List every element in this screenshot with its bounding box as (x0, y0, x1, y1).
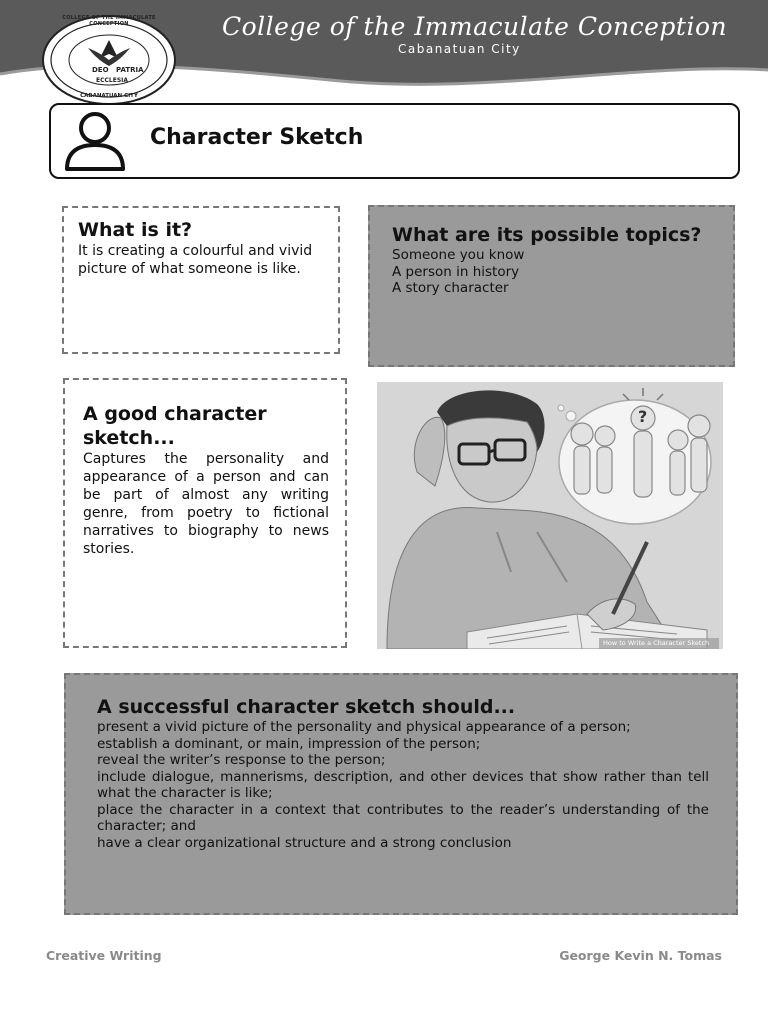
successful-sketch-card (64, 673, 738, 915)
thinking-writer-illustration-icon (377, 382, 723, 649)
page-title: Character Sketch (150, 125, 364, 150)
successful-item: place the character in a context that contributes to the reader’s understanding of the character; and (97, 801, 709, 834)
topics-heading: What are its possible topics? (392, 224, 702, 246)
topic-item: A person in history (392, 263, 520, 280)
successful-item: include dialogue, mannerisms, description, and other devices that show rather than tell what the character is like; (97, 768, 709, 801)
illustration (377, 382, 723, 649)
successful-item: present a vivid picture of the personality and physical appearance of a person; (97, 719, 631, 735)
what-is-it-card (62, 206, 340, 354)
topic-item: Someone you know (392, 247, 525, 263)
illustration-watermark: How to Write a Character Sketch (603, 639, 710, 647)
college-city: Cabanatuan City (398, 42, 521, 56)
successful-item: have a clear organizational structure and a strong conclusion (97, 834, 512, 851)
person-icon (63, 111, 127, 171)
college-name: College of the Immaculate Conception (222, 12, 728, 41)
good-sketch-card (63, 378, 347, 648)
successful-item: reveal the writer’s response to the person; (97, 752, 386, 768)
seal-bottom-text: CABANATUAN CITY (80, 93, 138, 99)
seal-left-word: DEO (92, 66, 109, 74)
seal-ring-text: COLLEGE OF THE IMMACULATE CONCEPTION (62, 15, 156, 27)
svg-text:?: ? (638, 407, 648, 426)
seal-right-word: PATRIA (116, 66, 144, 74)
what-is-it-body: It is creating a colourful and vivid picture of what someone is like. (78, 243, 313, 277)
topics-card (368, 205, 735, 367)
footer-author: George Kevin N. Tomas (559, 948, 722, 963)
what-is-it-heading: What is it? (78, 219, 193, 241)
college-seal (40, 14, 178, 106)
footer-subject: Creative Writing (46, 948, 162, 963)
successful-item: establish a dominant, or main, impression of the person; (97, 735, 481, 752)
topic-item: A story character (392, 280, 509, 296)
successful-sketch-heading: A successful character sketch should... (97, 696, 516, 718)
good-sketch-heading: A good character sketch... (83, 403, 267, 449)
seal-center-word: ECCLESIA (96, 77, 129, 84)
good-sketch-body: Captures the personality and appearance of a person and can be part of almost any writing genre, from poetry to fictional narratives to biography to news stories. (83, 451, 329, 557)
